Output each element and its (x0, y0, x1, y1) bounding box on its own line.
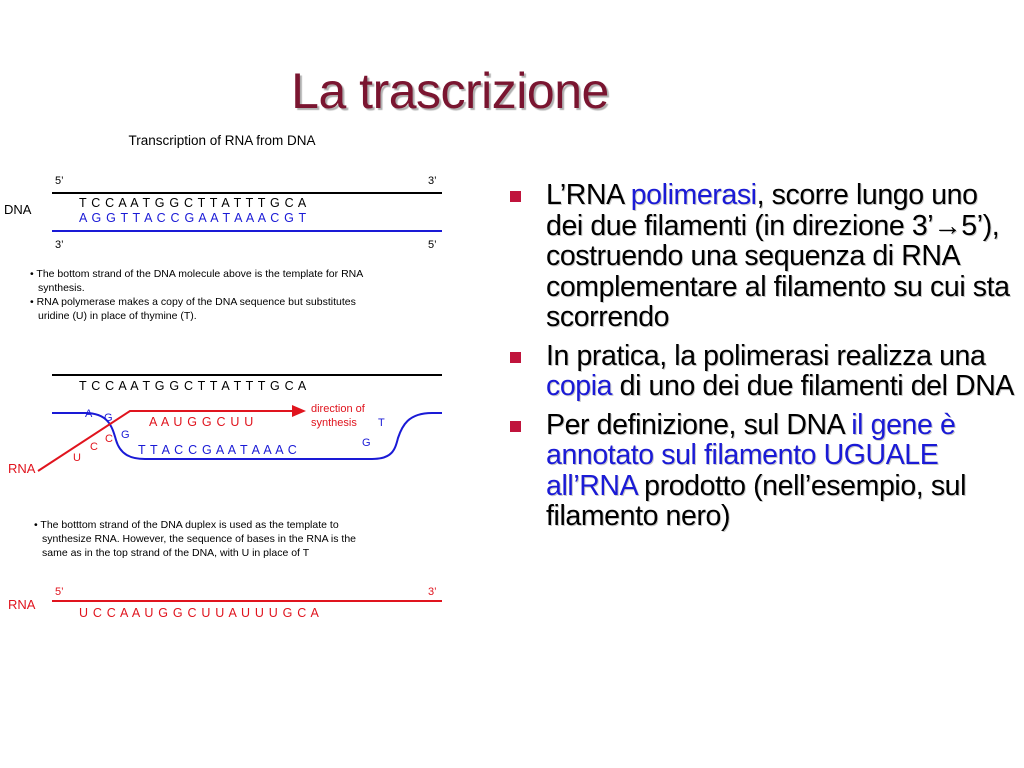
duplex-top-sequence: T C C A A T G G C T T A T T T G C A (79, 379, 307, 393)
bubble-letter: C (90, 441, 98, 453)
bullet-square-icon (510, 421, 521, 432)
synthesis-arrowhead (292, 405, 306, 417)
slide-title: La trascrizione (291, 63, 609, 119)
panel3-3-label: 3’ (428, 586, 437, 598)
panel1-top-3-label: 3’ (428, 175, 437, 187)
figure-heading: Transcription of RNA from DNA (128, 133, 316, 148)
bullet-text: prodotto (nell’esempio, sul filamento nero) (546, 469, 967, 532)
bubble-letter: T (378, 417, 385, 429)
bubble-letter: A (85, 408, 93, 420)
bullet-square-icon (510, 352, 521, 363)
bullet-item (508, 341, 1020, 402)
dna-top-sequence: T C C A A T G G C T T A T T T G C A (79, 196, 307, 210)
bullet-text: , scorre lungo uno dei due filamenti (in direzione 3’→5’), costruendo una sequenza di RNA complementare al filamento su cui sta scorrendo (546, 179, 1010, 333)
panel1-top-5-label: 5’ (55, 175, 64, 187)
dna-bottom-sequence: A G G T T A C C G A A T A A A C G T (79, 211, 307, 225)
direction-label-line1: direction of (311, 403, 365, 415)
bubble-letter: G (104, 412, 113, 424)
dna-label: DNA (4, 202, 32, 217)
transcription-figure (0, 128, 470, 638)
bubble-letter: C (105, 433, 113, 445)
panel2-note-line3: same as in the top strand of the DNA, with U in place of T (42, 547, 310, 559)
rna-sequence: A A U G G C U U (149, 415, 254, 429)
bullet-highlight: polimerasi (630, 179, 757, 211)
bubble-letter: U (73, 452, 81, 464)
panel1-note1-line1: • The bottom strand of the DNA molecule above is the template for RNA (30, 268, 364, 280)
panel1-note2-line2: uridine (U) in place of thymine (T). (38, 310, 197, 322)
bubble-letter: G (121, 429, 130, 441)
panel1-note2-line1: • RNA polymerase makes a copy of the DNA sequence but substitutes (30, 296, 356, 308)
direction-label-line2: synthesis (311, 417, 357, 429)
panel2-note-line1: • The botttom strand of the DNA duplex is used as the template to (34, 519, 339, 531)
template-sequence: T T A C C G A A T A A A C (138, 443, 298, 457)
bullet-text: Per definizione, sul DNA (546, 408, 852, 441)
bullet-highlight: il gene è annotato sul filamento UGUALE all’RNA (546, 408, 956, 502)
bullet-item (508, 180, 1020, 333)
bullet-text: di uno dei due filamenti del DNA (612, 370, 1015, 402)
bullet-list (508, 180, 1020, 540)
rna-product-label: RNA (8, 597, 36, 612)
panel1-bottom-5-label: 5’ (428, 239, 437, 251)
panel2-note-line2: synthesize RNA. However, the sequence of bases in the RNA is the (42, 533, 357, 545)
panel3-5-label: 5’ (55, 586, 64, 598)
bullet-text: L’RNA (546, 179, 631, 211)
bullet-item (508, 410, 1020, 532)
bubble-letter: G (362, 437, 371, 449)
rna-label: RNA (8, 461, 36, 476)
bullet-text: In pratica, la polimerasi realizza una (546, 339, 986, 372)
panel1-note1-line2: synthesis. (38, 282, 85, 294)
panel1-bottom-3-label: 3’ (55, 239, 64, 251)
bullet-highlight: copia (546, 370, 613, 402)
rna-product-sequence: U C C A A U G G C U U A U U U G C A (79, 606, 320, 620)
bullet-square-icon (510, 191, 521, 202)
